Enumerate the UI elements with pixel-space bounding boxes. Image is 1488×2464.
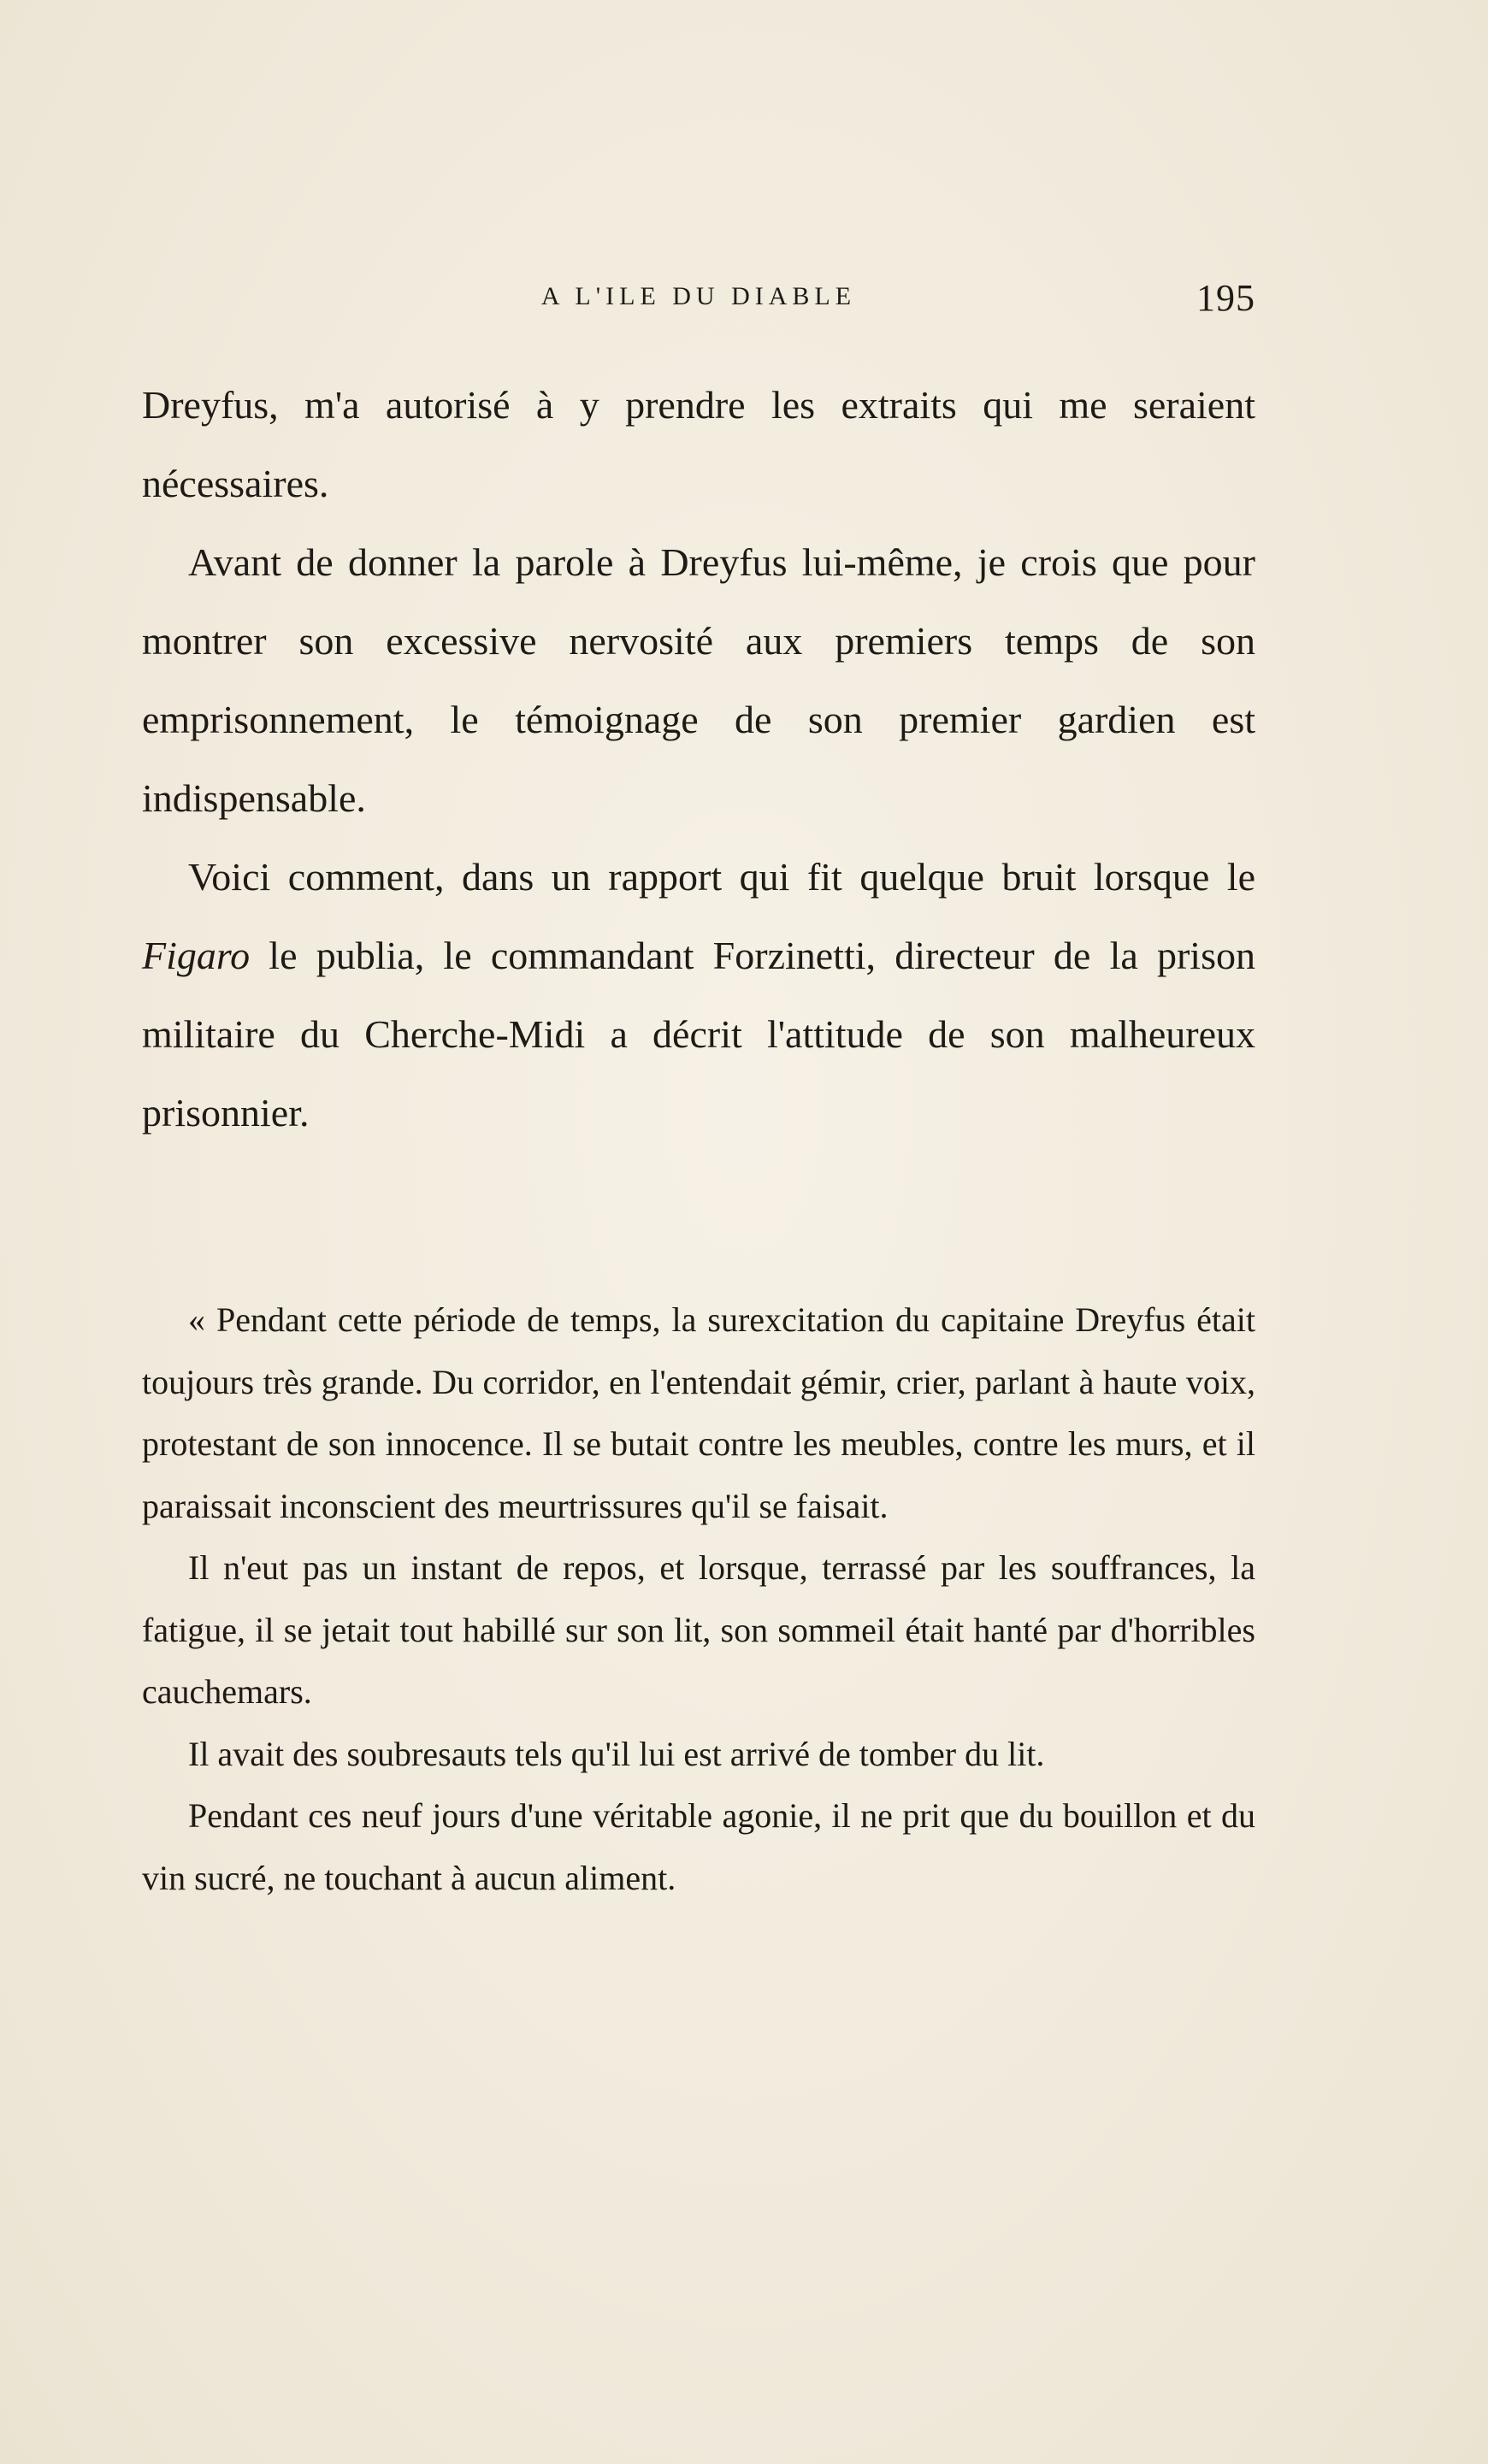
running-title: A L'ILE DU DIABLE [540,282,857,310]
paragraph-1: Dreyfus, m'a autorisé à y prendre les extraits qui me seraient nécessaires. [142,383,1255,505]
page-number: 195 [1196,277,1255,319]
quoted-report [142,1289,1255,1909]
main-text [142,366,1255,1152]
quote-paragraph-3: Il avait des soubresauts tels qu'il lui est arrivé de tomber du lit. [188,1734,1045,1773]
paragraph-3-start: Voici comment, dans un rapport qui fit quelque bruit lorsque le [188,855,1255,899]
quote-paragraph-1: « Pendant cette période de temps, la surexcitation du capitaine Dreyfus était toujours très grande. Du corridor, en l'entendait gémir, crier, parlant à haute voix, protestant de son innocence. Il se butait contre les meubles, contre les murs, et il paraissait inconscient des meurtrissures qu'il se faisait. [142,1300,1255,1525]
paragraph-3 [142,838,1255,1152]
paragraph-2: Avant de donner la parole à Dreyfus lui-même, je crois que pour montrer son excessive nervosité aux premiers temps de son emprisonnement, le témoignage de son premier gardien est indispensable. [142,540,1255,820]
quote-paragraph-4: Pendant ces neuf jours d'une véritable agonie, il ne prit que du bouillon et du vin sucré, ne touchant à aucun aliment. [142,1796,1255,1897]
newspaper-title: Figaro [142,934,251,977]
running-head [142,275,1255,318]
quote-paragraph-2: Il n'eut pas un instant de repos, et lorsque, terrassé par les souffrances, la fatigue, il se jetait tout habillé sur son lit, son sommeil était hanté par d'horribles cauchemars. [142,1548,1255,1711]
paragraph-3-end: le publia, le commandant Forzinetti, directeur de la prison militaire du Cherche-Midi a décrit l'attitude de son malheureux prisonnier. [142,934,1255,1135]
